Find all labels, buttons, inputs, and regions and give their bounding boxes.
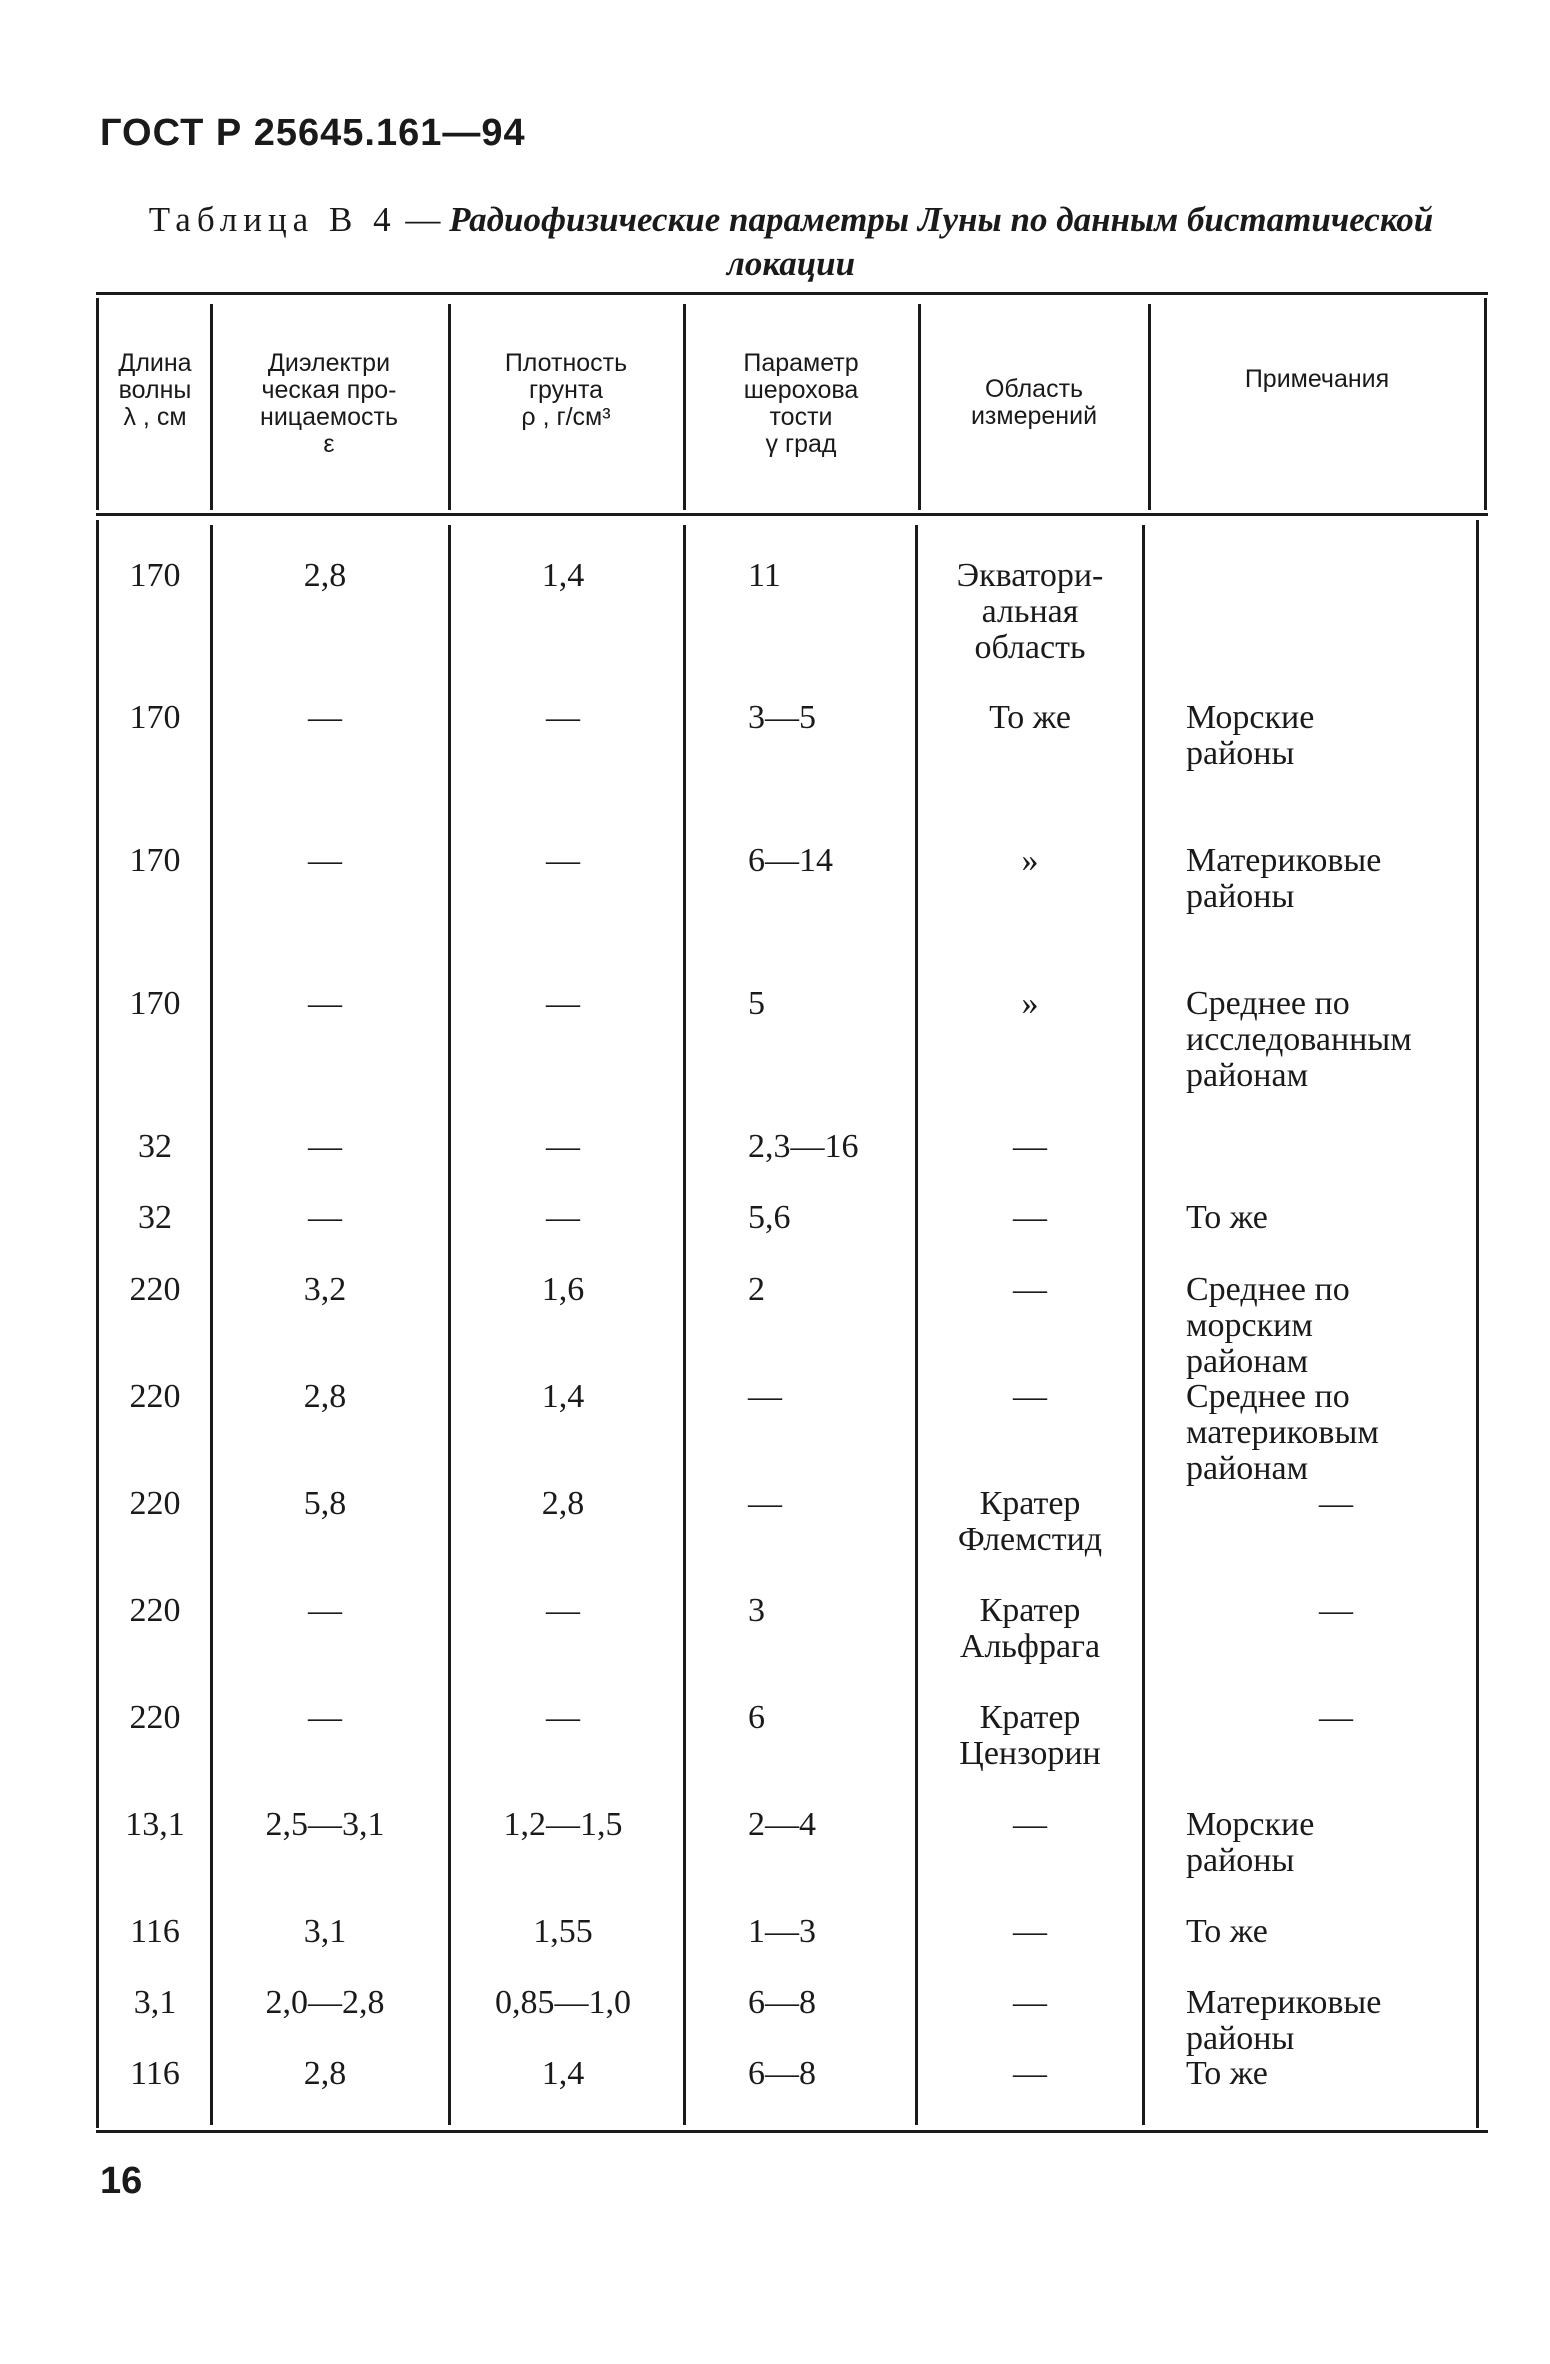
roughness-cell: — [748, 1378, 782, 1415]
measurement-area-cell: — [1013, 2055, 1047, 2092]
body-divider-5 [1142, 525, 1145, 2125]
permittivity-cell: 5,8 [303, 1485, 347, 1522]
permittivity-cell: 2,5—3,1 [265, 1806, 385, 1843]
header-measurement-area: Область измерений [970, 375, 1098, 430]
density-cell: — [546, 1592, 580, 1629]
measurement-area-cell: » [1021, 842, 1039, 879]
body-border-left [96, 520, 99, 2128]
density-cell: — [546, 1199, 580, 1236]
measurement-area-cell: Кратер Цензорин [959, 1699, 1101, 1772]
density-cell: — [546, 842, 580, 879]
header-divider-1 [210, 304, 213, 510]
notes-cell: Материковые районы [1186, 842, 1382, 915]
wavelength-cell: 32 [138, 1128, 172, 1165]
wavelength-cell: 220 [129, 1485, 181, 1522]
header-divider-5 [1148, 304, 1151, 510]
measurement-area-cell: — [1013, 1199, 1047, 1236]
wavelength-cell: 32 [138, 1199, 172, 1236]
notes-cell: Материковые районы [1186, 1984, 1382, 2057]
roughness-cell: 2—4 [748, 1806, 816, 1843]
density-cell: 1,4 [541, 2055, 585, 2092]
permittivity-cell: — [308, 1128, 342, 1165]
caption-dash: — [405, 200, 441, 239]
header-notes: Примечания [1244, 365, 1390, 393]
table-top-rule [96, 292, 1488, 295]
permittivity-cell: — [308, 842, 342, 879]
wavelength-cell: 116 [130, 2055, 180, 2092]
roughness-cell: 6—14 [748, 842, 833, 879]
notes-cell: — [1319, 1699, 1353, 1736]
density-cell: 1,4 [541, 557, 585, 594]
notes-cell: То же [1186, 2055, 1268, 2092]
wavelength-cell: 13,1 [125, 1806, 185, 1843]
permittivity-cell: — [308, 1699, 342, 1736]
wavelength-cell: 116 [130, 1913, 180, 1950]
wavelength-cell: 220 [129, 1271, 181, 1308]
header-density: Плотность грунта ρ , г/см³ [504, 349, 628, 431]
measurement-area-cell: — [1013, 1984, 1047, 2021]
measurement-area-cell: — [1013, 1806, 1047, 1843]
wavelength-cell: 170 [129, 557, 181, 594]
header-divider-3 [683, 304, 686, 510]
body-divider-4 [915, 525, 918, 2125]
header-bottom-rule [96, 513, 1488, 516]
caption-title: Радиофизические параметры Луны по данным бистатической локации [449, 200, 1434, 283]
body-divider-2 [448, 525, 451, 2125]
body-divider-1 [210, 525, 213, 2125]
roughness-cell: 3 [748, 1592, 765, 1629]
wavelength-cell: 170 [129, 842, 181, 879]
permittivity-cell: 3,1 [303, 1913, 347, 1950]
permittivity-cell: — [308, 1592, 342, 1629]
roughness-cell: 6 [748, 1699, 765, 1736]
body-divider-3 [683, 525, 686, 2125]
notes-cell: То же [1186, 1199, 1268, 1236]
density-cell: — [546, 1128, 580, 1165]
standard-number: ГОСТ Р 25645.161—94 [100, 112, 526, 154]
table-caption [96, 198, 1486, 286]
notes-cell: Среднее по исследованным районам [1186, 985, 1412, 1094]
roughness-cell: 1—3 [748, 1913, 816, 1950]
permittivity-cell: 2,8 [303, 2055, 347, 2092]
measurement-area-cell: — [1013, 1378, 1047, 1415]
header-border-left [96, 298, 99, 510]
measurement-area-cell: » [1021, 985, 1039, 1022]
roughness-cell: 5 [748, 985, 765, 1022]
permittivity-cell: 2,8 [303, 1378, 347, 1415]
permittivity-cell: 3,2 [303, 1271, 347, 1308]
notes-cell: Среднее по материковым районам [1186, 1378, 1379, 1487]
roughness-cell: 2,3—16 [748, 1128, 859, 1165]
header-permittivity: Диэлектри ческая про- ницаемость ε [260, 349, 398, 458]
wavelength-cell: 220 [129, 1699, 181, 1736]
measurement-area-cell: То же [989, 699, 1071, 736]
wavelength-cell: 170 [129, 985, 181, 1022]
table-bottom-rule [96, 2130, 1488, 2133]
density-cell: 0,85—1,0 [495, 1984, 631, 2021]
density-cell: — [546, 985, 580, 1022]
notes-cell: — [1319, 1485, 1353, 1522]
header-wavelength: Длина волны λ , см [118, 349, 192, 431]
measurement-area-cell: Кратер Флемстид [957, 1485, 1103, 1558]
notes-cell: Морские районы [1186, 1806, 1315, 1879]
density-cell: — [546, 1699, 580, 1736]
roughness-cell: 5,6 [748, 1199, 791, 1236]
density-cell: 1,55 [533, 1913, 593, 1950]
permittivity-cell: — [308, 699, 342, 736]
page-number: 16 [100, 2160, 143, 2202]
wavelength-cell: 220 [129, 1592, 181, 1629]
measurement-area-cell: Кратер Альфрага [959, 1592, 1101, 1665]
header-border-right [1484, 298, 1487, 510]
roughness-cell: 6—8 [748, 2055, 816, 2092]
roughness-cell: — [748, 1485, 782, 1522]
permittivity-cell: 2,8 [303, 557, 347, 594]
wavelength-cell: 170 [129, 699, 181, 736]
density-cell: — [546, 699, 580, 736]
notes-cell: — [1319, 1592, 1353, 1629]
roughness-cell: 11 [748, 557, 781, 594]
header-roughness: Параметр шерохова тости γ град [743, 349, 859, 458]
measurement-area-cell: — [1013, 1271, 1047, 1308]
caption-label: Таблица В 4 [148, 200, 397, 239]
measurement-area-cell: — [1013, 1913, 1047, 1950]
roughness-cell: 3—5 [748, 699, 816, 736]
wavelength-cell: 3,1 [133, 1984, 177, 2021]
measurement-area-cell: — [1013, 1128, 1047, 1165]
notes-cell: То же [1186, 1913, 1268, 1950]
header-divider-4 [918, 304, 921, 510]
wavelength-cell: 220 [129, 1378, 181, 1415]
density-cell: 1,6 [541, 1271, 585, 1308]
notes-cell: Среднее по морским районам [1186, 1271, 1350, 1380]
roughness-cell: 2 [748, 1271, 765, 1308]
density-cell: 1,2—1,5 [503, 1806, 623, 1843]
density-cell: 2,8 [541, 1485, 585, 1522]
notes-cell: Морские районы [1186, 699, 1315, 772]
permittivity-cell: 2,0—2,8 [265, 1984, 385, 2021]
measurement-area-cell: Экватори- альная область [956, 557, 1104, 666]
permittivity-cell: — [308, 1199, 342, 1236]
roughness-cell: 6—8 [748, 1984, 816, 2021]
density-cell: 1,4 [541, 1378, 585, 1415]
header-divider-2 [448, 304, 451, 510]
permittivity-cell: — [308, 985, 342, 1022]
